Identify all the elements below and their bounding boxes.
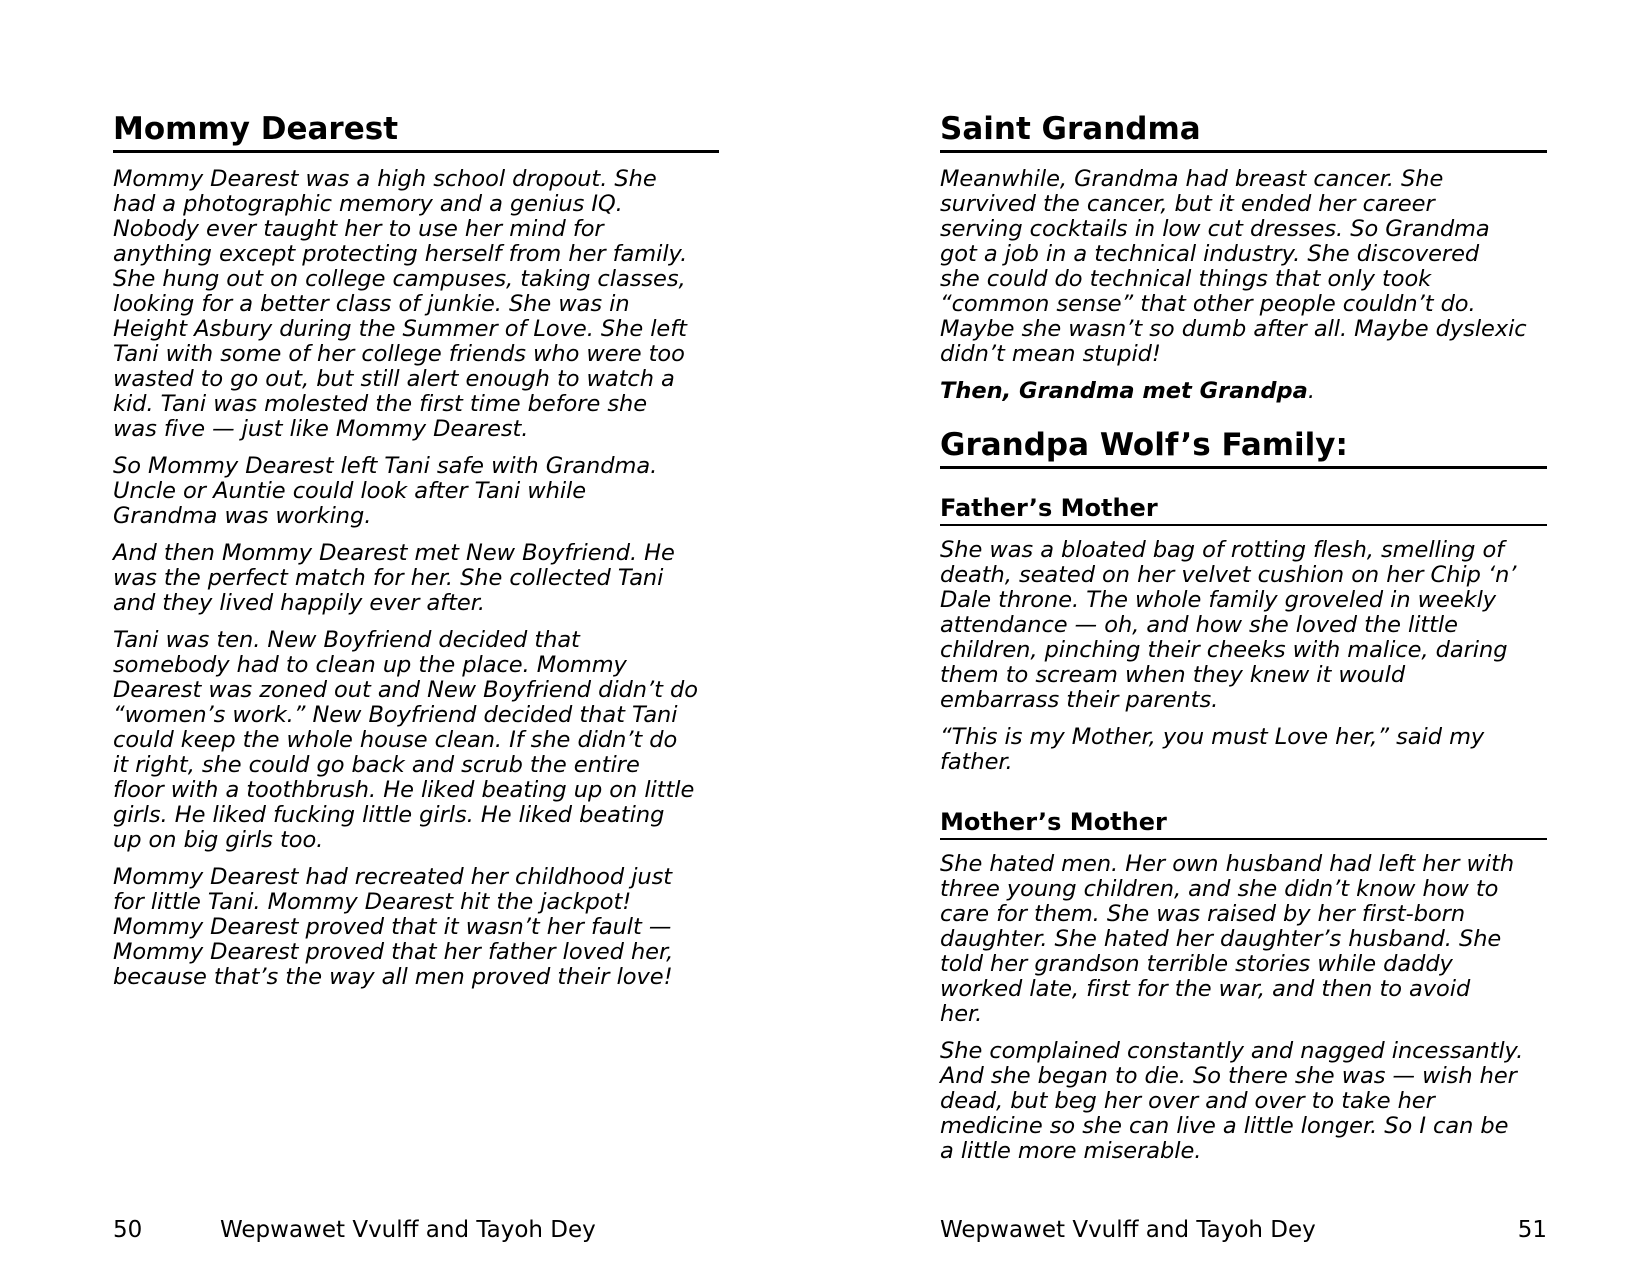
text-line: children, pinching their cheeks with malice, daring: [940, 637, 1508, 663]
text-line: And she began to die. So there she was — wish her: [940, 1063, 1517, 1089]
paragraph: [113, 541, 719, 616]
text-line: embarrass their parents.: [940, 687, 1219, 713]
text-line: them to scream when they knew it would: [940, 662, 1406, 688]
text-line: “This is my Mother, you must Love her,” said my: [940, 724, 1485, 750]
paragraph: [940, 852, 1547, 1027]
text-line: it right, she could go back and scrub the entire: [113, 752, 640, 778]
text-line: girls. He liked fucking little girls. He liked beating: [113, 802, 665, 828]
text-line: She hated men. Her own husband had left her with: [940, 851, 1515, 877]
text-line: was the perfect match for her. She collected Tani: [113, 565, 664, 591]
text-line: Tani was ten. New Boyfriend decided that: [113, 627, 580, 653]
text-line: “women’s work.” New Boyfriend decided that Tani: [113, 702, 678, 728]
spacer: [940, 787, 1547, 807]
footer-author-left: Wepwawet Vvulff and Tayoh Dey: [220, 1217, 596, 1243]
text-line: Mommy Dearest was a high school dropout. She: [113, 166, 657, 192]
text-line: her.: [940, 1001, 983, 1027]
text-line: She complained constantly and nagged incessantly.: [940, 1038, 1524, 1064]
text-line: was five — just like Mommy Dearest.: [113, 416, 529, 442]
text-line: serving cocktails in low cut dresses. So Grandma: [940, 216, 1490, 242]
text-line: So Mommy Dearest left Tani safe with Grandma.: [113, 453, 658, 479]
text-line: Mommy Dearest proved that it wasn’t her fault —: [113, 914, 672, 940]
text-line: got a job in a technical industry. She discovered: [940, 241, 1480, 267]
paragraph: [940, 725, 1547, 775]
text-line: a little more miserable.: [940, 1138, 1202, 1164]
text-line: didn’t mean stupid!: [940, 341, 1161, 367]
footer-page-number-right: 51: [1517, 1217, 1547, 1243]
left-column: [113, 110, 719, 1002]
text-line: dead, but beg her over and over to take her: [940, 1088, 1435, 1114]
left-paragraphs: [113, 167, 719, 990]
text-line: medicine so she can live a little longer. So I can be: [940, 1113, 1509, 1139]
sub2-paragraphs: [940, 852, 1547, 1164]
paragraph: [940, 538, 1547, 713]
text-line: wasted to go out, but still alert enough to watch a: [113, 366, 675, 392]
text-line: Meanwhile, Grandma had breast cancer. She: [940, 166, 1444, 192]
text-line: daughter. She hated her daughter’s husband. She: [940, 926, 1502, 952]
section-title-grandpa-wolf-family: Grandpa Wolf’s Family:: [940, 426, 1547, 469]
text-line: care for them. She was raised by her first-born: [940, 901, 1466, 927]
footer-author-right: Wepwawet Vvulff and Tayoh Dey: [940, 1217, 1316, 1243]
left-page: [113, 0, 719, 1275]
text-line: survived the cancer, but it ended her career: [940, 191, 1435, 217]
text-line: attendance — oh, and how she loved the little: [940, 612, 1458, 638]
text-line: She was a bloated bag of rotting flesh, smelling of: [940, 537, 1505, 563]
text-line: She hung out on college campuses, taking classes,: [113, 266, 686, 292]
section-title-saint-grandma: Saint Grandma: [940, 110, 1547, 153]
text-line: death, seated on her velvet cushion on her Chip ‘n’: [940, 562, 1517, 588]
text-line: she could do technical things that only took: [940, 266, 1432, 292]
text-line: Mommy Dearest had recreated her childhood just: [113, 864, 673, 890]
text-line: worked late, first for the war, and then to avoid: [940, 976, 1471, 1002]
text-line: kid. Tani was molested the first time before she: [113, 391, 648, 417]
footer-page-number-left: 50: [113, 1217, 143, 1243]
sub1-paragraphs: [940, 538, 1547, 775]
text-line: floor with a toothbrush. He liked beating up on little: [113, 777, 695, 803]
text-line: Dearest was zoned out and New Boyfriend didn’t do: [113, 677, 698, 703]
text-line: had a photographic memory and a genius IQ.: [113, 191, 623, 217]
bold-line-end: .: [1307, 378, 1315, 404]
text-line: somebody had to clean up the place. Mommy: [113, 652, 627, 678]
text-line: for little Tani. Mommy Dearest hit the jackpot!: [113, 889, 632, 915]
right-column: [940, 110, 1547, 1176]
text-line: and they lived happily ever after.: [113, 590, 485, 616]
section-title-mommy-dearest: Mommy Dearest: [113, 110, 719, 153]
paragraph: [113, 454, 719, 529]
subsection-title-mothers-mother: Mother’s Mother: [940, 807, 1547, 840]
text-line: Nobody ever taught her to use her mind for: [113, 216, 604, 242]
text-line: Uncle or Auntie could look after Tani while: [113, 478, 587, 504]
right-page: [940, 0, 1547, 1275]
text-line: Mommy Dearest proved that her father loved her,: [113, 939, 674, 965]
text-line: looking for a better class of junkie. She was in: [113, 291, 630, 317]
text-line: And then Mommy Dearest met New Boyfriend. He: [113, 540, 675, 566]
bold-line: [940, 379, 1547, 404]
text-line: anything except protecting herself from her family.: [113, 241, 688, 267]
text-line: Maybe she wasn’t so dumb after all. Maybe dyslexic: [940, 316, 1527, 342]
subsection-title-fathers-mother: Father’s Mother: [940, 493, 1547, 526]
paragraph: [113, 167, 719, 442]
text-line: “common sense” that other people couldn’t do.: [940, 291, 1476, 317]
text-line: told her grandson terrible stories while daddy: [940, 951, 1453, 977]
text-line: father.: [940, 749, 1013, 775]
paragraph: [940, 1039, 1547, 1164]
text-line: because that’s the way all men proved their love!: [113, 964, 673, 990]
paragraph: [113, 628, 719, 853]
text-line: three young children, and she didn’t know how to: [940, 876, 1499, 902]
text-line: Height Asbury during the Summer of Love. She left: [113, 316, 687, 342]
paragraph: [940, 167, 1547, 367]
text-line: Dale throne. The whole family groveled in weekly: [940, 587, 1497, 613]
text-line: could keep the whole house clean. If she didn’t do: [113, 727, 678, 753]
text-line: up on big girls too.: [113, 827, 324, 853]
right-paragraphs: [940, 167, 1547, 367]
bold-line-text: Then, Grandma met Grandpa: [940, 378, 1308, 404]
text-line: Tani with some of her college friends who were too: [113, 341, 685, 367]
text-line: Grandma was working.: [113, 503, 372, 529]
paragraph: [113, 865, 719, 990]
